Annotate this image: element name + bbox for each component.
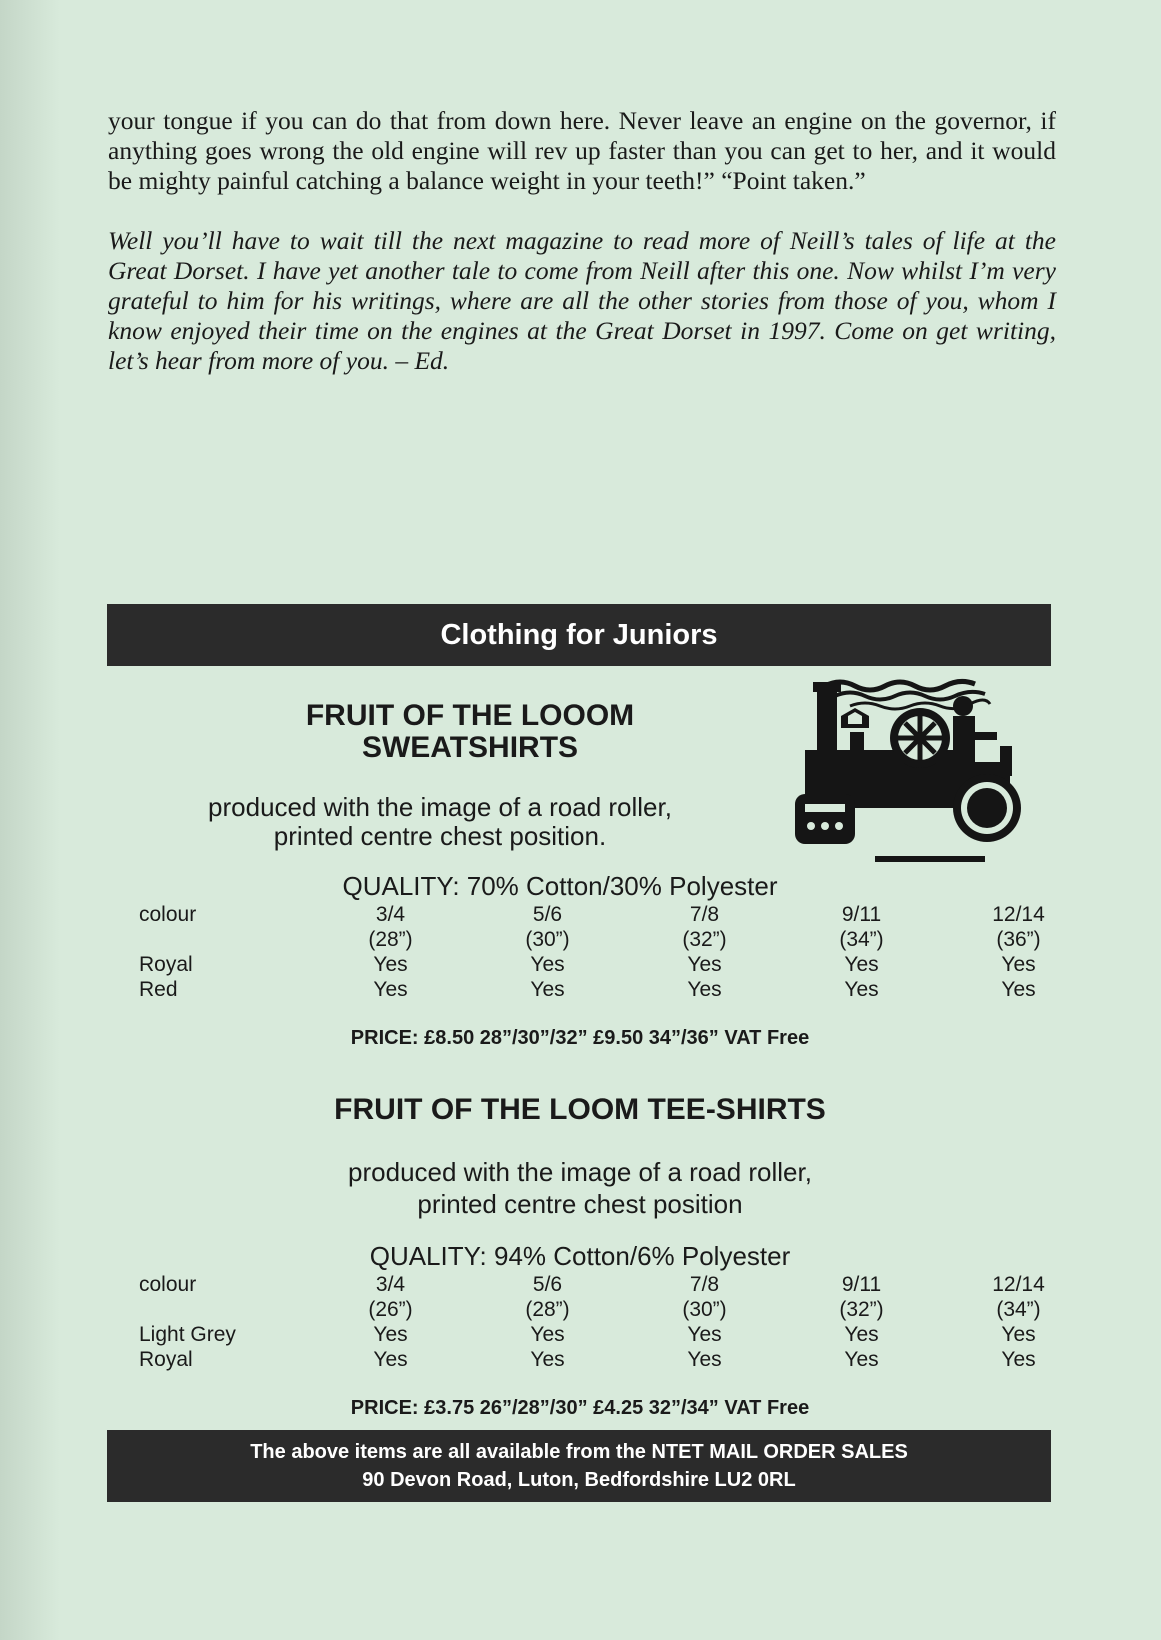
inch-size: (36”) [996,928,1041,951]
colour-name: Light Grey [139,1323,236,1346]
availability: Yes [373,1348,408,1371]
table-inches-row [139,1297,1097,1322]
story-text [108,106,1056,406]
teeshirt-desc-line2: printed centre chest position [417,1189,743,1219]
table-header-row [139,1272,1097,1297]
availability: Yes [687,1323,722,1346]
size-header: 12/14 [992,1273,1045,1296]
size-header: 12/14 [992,903,1045,926]
size-header: 5/6 [532,1273,563,1296]
sweatshirt-title-line1: FRUIT OF THE LOOOM [305,699,635,732]
teeshirt-desc-line1: produced with the image of a road roller, [348,1157,812,1187]
availability: Yes [687,1348,722,1371]
inch-size: (32”) [839,1298,884,1321]
teeshirt-size-table [139,1272,1097,1372]
availability: Yes [1001,978,1036,1001]
road-roller-engine-icon [795,676,1030,866]
size-header: 9/11 [841,1273,882,1296]
teeshirt-title: FRUIT OF THE LOOM TEE-SHIRTS [334,1093,826,1126]
colour-name: Red [139,978,178,1001]
availability: Yes [530,1323,565,1346]
table-row [139,952,1097,977]
teeshirt-quality: QUALITY: 94% Cotton/6% Polyester [369,1241,791,1271]
availability: Yes [844,1323,879,1346]
availability: Yes [373,953,408,976]
inch-size: (34”) [996,1298,1041,1321]
sweatshirt-title-line2: SWEATSHIRTS [361,731,579,764]
colour-name: Royal [139,1348,193,1371]
sweatshirt-size-table [139,902,1097,1002]
colour-header: colour [139,903,197,926]
story-paragraph: your tongue if you can do that from down here. Never leave an engine on the governor, if anything goes wrong the old engine will rev up faster than you can get to her, and it would be mighty painful catching a balance weight in your teeth!” “Point taken.” [108,106,1056,195]
size-header: 5/6 [532,903,563,926]
availability: Yes [530,1348,565,1371]
availability: Yes [687,978,722,1001]
sweatshirt-title [200,700,740,764]
availability: Yes [844,978,879,1001]
sweatshirt-desc-line2: printed centre chest position. [273,821,607,851]
availability: Yes [1001,1348,1036,1371]
size-header: 3/4 [375,1273,406,1296]
sweatshirt-description [160,793,720,851]
editor-note: Well you’ll have to wait till the next magazine to read more of Neill’s tales of life at the Great Dorset. I have yet another tale to come from Neill after this one. Now whilst I’m very grateful to him for his writings, where are all the other stories from those of you, whom I know enjoyed their time on the engines at the Great Dorset in 1997. Come on get writing, let’s hear from more of you. – Ed. [108,226,1056,375]
inch-size: (30”) [525,928,570,951]
page-shadow [0,0,60,1640]
availability: Yes [530,978,565,1001]
table-row [139,977,1097,1002]
inch-size: (26”) [368,1298,413,1321]
table-header-row [139,902,1097,927]
inch-size: (28”) [368,928,413,951]
sweatshirt-desc-line1: produced with the image of a road roller, [208,792,672,822]
availability: Yes [687,953,722,976]
table-inches-row [139,927,1097,952]
table-row [139,1322,1097,1347]
availability: Yes [844,953,879,976]
inch-size: (32”) [682,928,727,951]
availability: Yes [373,1323,408,1346]
availability: Yes [844,1348,879,1371]
sweatshirt-quality: QUALITY: 70% Cotton/30% Polyester [342,871,778,901]
teeshirt-price: PRICE: £3.75 26”/28”/30” £4.25 32”/34” VAT Free [350,1397,810,1419]
size-header: 9/11 [841,903,882,926]
size-header: 3/4 [375,903,406,926]
availability: Yes [530,953,565,976]
inch-size: (28”) [525,1298,570,1321]
availability: Yes [1001,1323,1036,1346]
sweatshirt-price: PRICE: £8.50 28”/30”/32” £9.50 34”/36” VAT Free [350,1027,810,1049]
colour-header: colour [139,1273,197,1296]
availability: Yes [373,978,408,1001]
inch-size: (34”) [839,928,884,951]
size-header: 7/8 [689,903,720,926]
colour-name: Royal [139,953,193,976]
footer-address: 90 Devon Road, Luton, Bedfordshire LU2 0RL [362,1469,796,1491]
banner-title: Clothing for Juniors [440,618,718,651]
inch-size: (30”) [682,1298,727,1321]
footer-line1: The above items are all available from the NTET MAIL ORDER SALES [250,1441,908,1463]
availability: Yes [1001,953,1036,976]
table-row [139,1347,1097,1372]
mail-order-footer [107,1430,1051,1502]
size-header: 7/8 [689,1273,720,1296]
teeshirt-description [280,1156,880,1220]
section-banner [107,604,1051,666]
